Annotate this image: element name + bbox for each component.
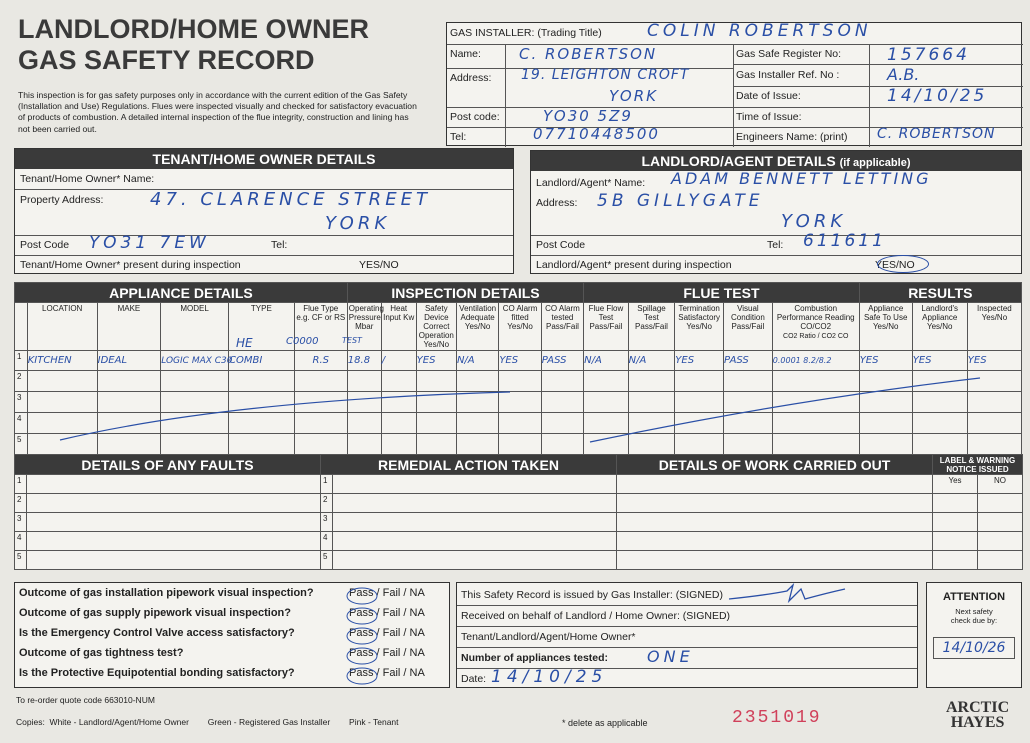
installer-tel-value: 07710448500 — [533, 125, 660, 143]
checks-box — [14, 582, 450, 688]
col-landlords-appliance: Landlord's Appliance Yes/No — [912, 303, 967, 351]
check-row: Outcome of gas supply pipework visual inspection? Pass / Fail / NA — [19, 607, 425, 619]
strike-through-lines — [30, 370, 1020, 450]
reorder-text: To re-order quote code 663010-NUM — [16, 695, 155, 705]
landlord-tel-label: Tel: — [767, 239, 784, 251]
attention-box — [926, 582, 1022, 688]
attention-line1: Next safety — [955, 607, 993, 616]
check-row: Is the Emergency Control Valve access satisfactory? Pass / Fail / NA — [19, 627, 425, 639]
appliance-row: 1 KITCHEN IDEAL LOGIC MAX C30 COMBI R.S 18.8 / YES N/A YES PASS N/A N/A YES PASS 0.0001 8.2/8.2 YES YES YES — [15, 351, 1022, 371]
col-co-alarm-fitted: CO Alarm fitted Yes/No — [499, 303, 541, 351]
landlord-name-label: Landlord/Agent* Name: — [536, 177, 646, 189]
col-flue-type: Flue Type e.g. CF or RS — [294, 303, 347, 351]
intro-text: This inspection is for gas safety purposes only in accordance with the current edition of the Gas Safety (Installation and Use) Regulations. Flues were inspected visually and checked for satisfactory evacuation of products of combustion. A detailed internal inspection of the flue integrity, construction and lining has not been carried out. — [18, 90, 417, 134]
remedial-heading: REMEDIAL ACTION TAKEN — [321, 455, 617, 475]
col-safe-to-use: Appliance Safe To Use Yes/No — [859, 303, 912, 351]
register-label: Gas Safe Register No: — [736, 48, 842, 60]
col-model: MODEL — [161, 303, 229, 351]
property-address-label: Property Address: — [20, 194, 104, 206]
landlord-postcode-label: Post Code — [536, 239, 586, 251]
tenant-tel-label: Tel: — [271, 239, 288, 251]
sign-date-value: 14/10/25 — [491, 667, 608, 687]
installer-box — [446, 22, 1022, 146]
signature-box — [456, 582, 918, 688]
tenant-name-label: Tenant/Home Owner* Name: — [20, 173, 155, 185]
register-value: 157664 — [887, 45, 970, 65]
appliance-row: 4 — [15, 413, 1022, 434]
attention-title: ATTENTION — [942, 591, 1006, 603]
landlord-heading-bar — [531, 151, 1021, 171]
tenant-heading: TENANT/HOME OWNER DETAILS — [15, 149, 513, 169]
landlord-address-line1: 5B GILLYGATE — [597, 191, 764, 211]
check-row: Outcome of gas tightness test? Pass / Fail / NA — [19, 647, 425, 659]
date-issue-label: Date of Issue: — [736, 90, 801, 102]
tenant-sign-label: Tenant/Landlord/Agent/Home Owner* — [461, 631, 636, 643]
installer-signature — [727, 583, 847, 605]
received-label: Received on behalf of Landlord / Home Owner: (SIGNED) — [461, 610, 731, 622]
type-extra-he: HE — [236, 336, 253, 350]
delete-note: * delete as applicable — [562, 718, 648, 728]
label-warning-heading: LABEL & WARNING NOTICE ISSUED — [933, 455, 1023, 475]
landlord-name-value: ADAM BENNETT LETTING — [671, 169, 932, 188]
results-heading: RESULTS — [859, 283, 1021, 303]
appliances-tested-label: Number of appliances tested: — [461, 652, 609, 664]
col-heat-input: Heat Input Kw — [381, 303, 416, 351]
flue-test-heading: FLUE TEST — [584, 283, 860, 303]
appliance-details-heading: APPLIANCE DETAILS — [15, 283, 348, 303]
landlord-heading-suffix: (if applicable) — [839, 157, 911, 169]
installer-postcode-value: YO30 5Z9 — [543, 107, 633, 125]
installer-address-line1: 19. LEIGHTON CROFT — [521, 67, 690, 83]
copies-text: Copies: White - Landlord/Agent/Home Owner Green - Registered Gas Installer Pink - Tenant — [16, 717, 399, 727]
landlord-tel-value: 611611 — [803, 231, 886, 251]
engineer-label: Engineers Name: (print) — [736, 131, 848, 143]
pressure-extra-test: TEST — [342, 336, 362, 345]
serial-number: 2351019 — [732, 708, 822, 728]
check-row: Is the Protective Equipotential bonding satisfactory? Pass / Fail / NA — [19, 667, 425, 679]
col-location: LOCATION — [27, 303, 97, 351]
ref-label: Gas Installer Ref. No : — [736, 69, 840, 81]
appliance-row: 2 — [15, 371, 1022, 392]
work-heading: DETAILS OF WORK CARRIED OUT — [617, 455, 933, 475]
col-termination: Termination Satisfactory Yes/No — [675, 303, 724, 351]
col-safety-device: Safety Device Correct Operation Yes/No — [416, 303, 456, 351]
landlord-address-line2: YORK — [781, 211, 847, 232]
form-title-line2: GAS SAFETY RECORD — [18, 45, 315, 75]
installer-address-line2: YORK — [609, 87, 658, 105]
tenant-present-label: Tenant/Home Owner* present during inspection — [20, 259, 241, 271]
col-type: TYPE — [229, 303, 295, 351]
appliances-tested-value: ONE — [647, 647, 694, 666]
col-make: MAKE — [97, 303, 161, 351]
landlord-box — [530, 150, 1022, 274]
property-address-line1: 47. CLARENCE STREET — [150, 189, 431, 210]
installer-trading-value: COLIN ROBERTSON — [647, 21, 872, 41]
installer-address-label: Address: — [450, 72, 492, 84]
col-flue-flow: Flue Flow Test Pass/Fail — [584, 303, 629, 351]
installer-name-value: C. ROBERTSON — [519, 45, 658, 63]
time-issue-label: Time of Issue: — [736, 111, 802, 123]
no-circle-mark — [877, 255, 929, 273]
pass-circles — [345, 585, 379, 689]
installer-trading-label: GAS INSTALLER: (Trading Title) — [450, 27, 602, 39]
landlord-present-label: Landlord/Agent* present during inspection — [536, 259, 732, 271]
installer-postcode-label: Post code: — [450, 111, 500, 123]
faults-table: DETAILS OF ANY FAULTS REMEDIAL ACTION TAKEN DETAILS OF WORK CARRIED OUT LABEL & WARNING NOTICE ISSUED 1 1 Yes NO 2 2 3 3 4 4 5 5 — [14, 454, 1022, 570]
installer-name-label: Name: — [450, 48, 481, 60]
sign-date-label: Date: — [461, 673, 487, 685]
landlord-present-value[interactable]: YES/NO — [875, 259, 915, 271]
issued-label: This Safety Record is issued by Gas Installer: (SIGNED) — [461, 589, 724, 601]
inspection-details-heading: INSPECTION DETAILS — [347, 283, 583, 303]
ref-value: A.B. — [887, 65, 920, 84]
tenant-postcode-value: YO31 7EW — [89, 233, 210, 253]
col-inspected: Inspected Yes/No — [967, 303, 1021, 351]
col-spillage: Spillage Test Pass/Fail — [628, 303, 675, 351]
faults-heading: DETAILS OF ANY FAULTS — [15, 455, 321, 475]
col-ventilation: Ventilation Adequate Yes/No — [456, 303, 498, 351]
attention-line2: check due by: — [950, 616, 998, 625]
engineer-value: C. ROBERTSON — [877, 126, 996, 142]
property-address-line2: YORK — [325, 213, 391, 234]
next-check-value: 14/10/26 — [933, 637, 1015, 659]
col-visual-condition: Visual Condition Pass/Fail — [724, 303, 773, 351]
check-row: Outcome of gas installation pipework visual inspection? Pass / Fail / NA — [19, 587, 425, 599]
brand-logo: ARCTIC HAYES — [946, 699, 1010, 731]
form-title-line1: LANDLORD/HOME OWNER — [18, 14, 369, 44]
label-no: NO — [978, 475, 1023, 494]
tenant-box — [14, 148, 514, 274]
installer-tel-label: Tel: — [450, 131, 467, 143]
tenant-present-value[interactable]: YES/NO — [359, 259, 399, 271]
appliance-row: 5 — [15, 434, 1022, 455]
tenant-postcode-label: Post Code — [20, 239, 70, 251]
landlord-address-label: Address: — [536, 197, 578, 209]
label-yes: Yes — [933, 475, 978, 494]
col-operating-pressure: Operating Pressure Mbar — [347, 303, 381, 351]
landlord-heading: LANDLORD/AGENT DETAILS — [641, 153, 836, 169]
col-combustion: Combustion Performance Reading CO/CO2 CO2 Ratio / CO2 CO — [772, 303, 859, 351]
date-issue-value: 14/10/25 — [887, 86, 988, 106]
appliance-row: 3 — [15, 392, 1022, 413]
col-co-alarm-tested: CO Alarm tested Pass/Fail — [541, 303, 583, 351]
flue-extra-c0000: C0000 — [286, 336, 319, 347]
